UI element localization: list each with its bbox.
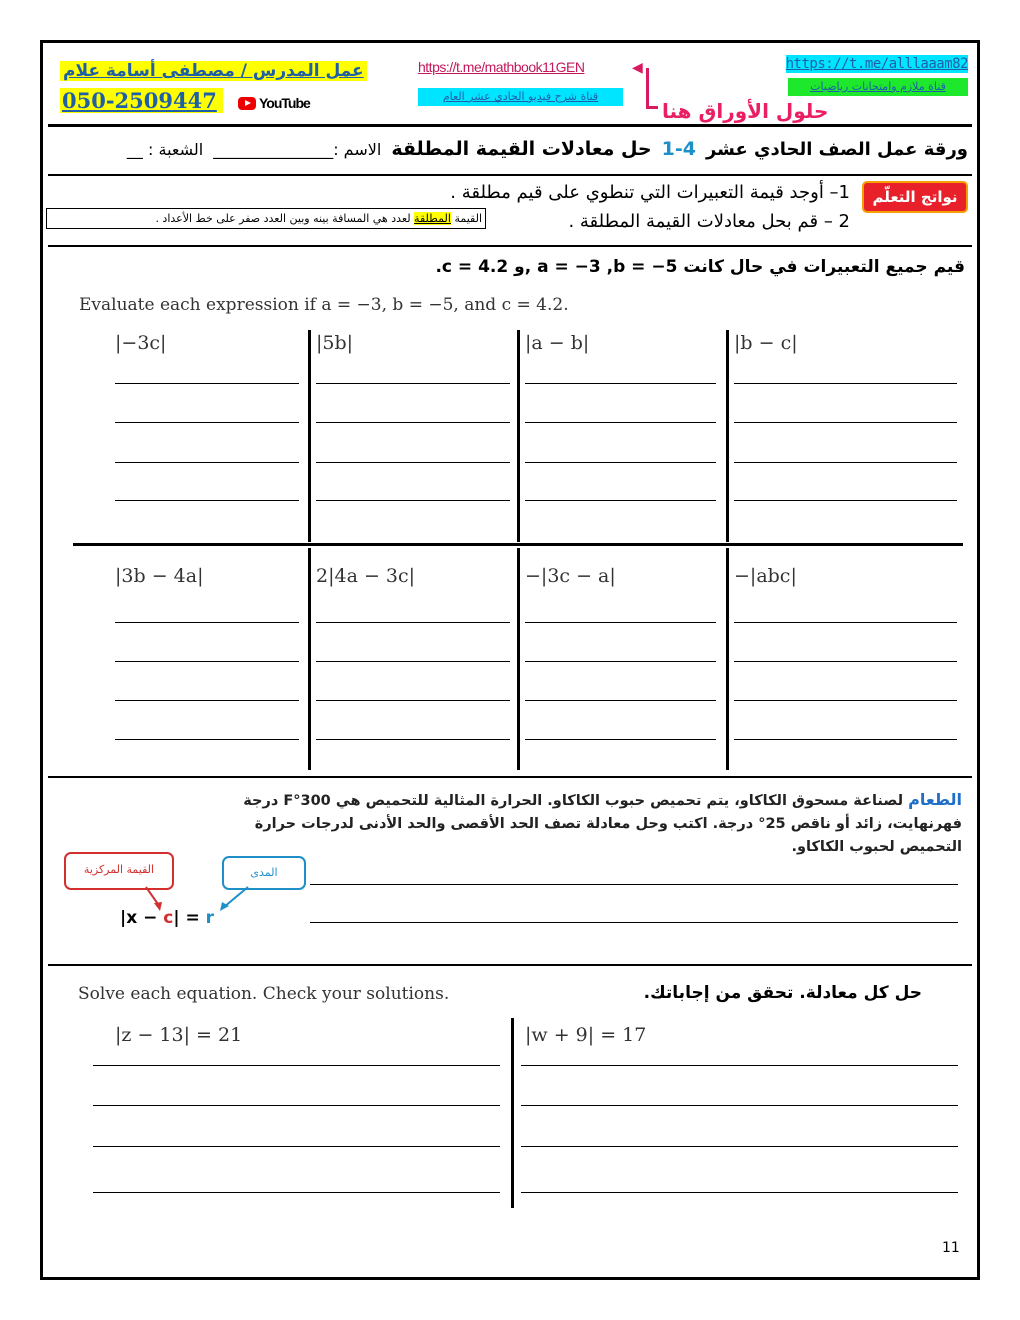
definition-highlight: المطلقة [414, 212, 451, 225]
answer-line[interactable] [115, 462, 299, 463]
answer-line[interactable] [316, 462, 510, 463]
answer-line[interactable] [316, 622, 510, 623]
page-number: 11 [942, 1240, 960, 1256]
lesson-number: 1-4 [661, 138, 696, 160]
answer-line[interactable] [310, 884, 958, 885]
center-value-callout: القيمة المركزية [64, 852, 174, 890]
answer-line[interactable] [525, 700, 716, 701]
answer-line[interactable] [115, 700, 299, 701]
answer-line[interactable] [316, 422, 510, 423]
answer-line[interactable] [316, 383, 510, 384]
expression-1: |−3c| [115, 332, 167, 354]
expression-8: −|abc| [734, 565, 797, 587]
answer-line[interactable] [734, 739, 957, 740]
answer-line[interactable] [734, 700, 957, 701]
youtube-logo[interactable] [238, 95, 310, 111]
problem-text: لصناعة مسحوق الكاكاو، يتم تحميص حبوب الكاكاو. الحرارة المثالية للتحميص هي 300°F درجة فهرنهايت، زائد أو ناقص 25° درجة. اكتب وحل معادلة تصف الحد الأقصى والحد الأدنى لدرجات حرارة التحميص لحبوب الكاكاو. [243, 793, 962, 855]
formula-part: | = [173, 908, 206, 928]
formula [120, 908, 214, 928]
answer-line[interactable] [115, 383, 299, 384]
word-problem [200, 788, 962, 859]
solutions-here-text: حلول الأوراق هنا [662, 99, 829, 123]
answer-line[interactable] [316, 661, 510, 662]
expression-4: |b − c| [734, 332, 798, 354]
expression-6: 2|4a − 3c| [316, 565, 416, 587]
definition-box [46, 208, 486, 229]
youtube-play-icon [238, 97, 256, 110]
answer-line[interactable] [115, 622, 299, 623]
answer-line[interactable] [115, 661, 299, 662]
answer-line[interactable] [734, 661, 957, 662]
answer-line[interactable] [525, 661, 716, 662]
expression-5: |3b − 4a| [115, 565, 204, 587]
answer-line[interactable] [525, 622, 716, 623]
expression-3: |a − b| [525, 332, 590, 354]
answer-line[interactable] [115, 500, 299, 501]
video-channel-link[interactable]: قناة شرح فيديو الحادي عشر العام [418, 88, 623, 106]
objective-1: 1– أوجد قيمة التعبيرات التي تنطوي على قيم مطلقة . [450, 182, 850, 203]
divider [48, 124, 972, 127]
answer-line[interactable] [316, 700, 510, 701]
objective-2: 2 – قم بحل معادلات القيمة المطلقة . [568, 211, 850, 232]
expression-7: −|3c − a| [525, 565, 616, 587]
answer-line[interactable] [734, 462, 957, 463]
worksheet-title: ورقة عمل الصف الحادي عشر [705, 139, 968, 160]
definition-text: لعدد هي المسافة بينه وبين العدد صفر على خط الأعداد . [155, 212, 415, 225]
equation-1: |z − 13| = 21 [115, 1024, 243, 1046]
answer-line[interactable] [525, 422, 716, 423]
answer-line[interactable] [734, 383, 957, 384]
formula-r: r [205, 908, 215, 928]
answer-line[interactable] [525, 383, 716, 384]
title-row [46, 138, 968, 160]
answer-line[interactable] [93, 1192, 500, 1193]
column-divider [308, 548, 311, 770]
phone-number: 050-2509447 [60, 88, 223, 113]
formula-part: |x − [120, 908, 164, 928]
lesson-title: حل معادلات القيمة المطلقة [391, 138, 652, 160]
expression-2: |5b| [316, 332, 354, 354]
learning-outcomes-badge: نواتج التعلّم [862, 181, 968, 213]
answer-line[interactable] [93, 1105, 500, 1106]
equation-2: |w + 9| = 17 [525, 1024, 647, 1046]
arrow-left-icon: ◀ [632, 60, 643, 76]
answer-line[interactable] [521, 1192, 958, 1193]
range-callout: المدى [222, 856, 306, 890]
math-channel-link[interactable]: قناة ملازم وامتحانات رياضيات [788, 78, 968, 96]
column-divider [308, 330, 311, 542]
column-divider [726, 330, 729, 542]
telegram-link-right[interactable]: https://t.me/alllaaam82 [785, 56, 968, 72]
answer-line[interactable] [316, 739, 510, 740]
divider [48, 174, 972, 176]
column-divider [726, 548, 729, 770]
column-divider [517, 548, 520, 770]
column-divider [511, 1018, 514, 1208]
column-divider [517, 330, 520, 542]
formula-c: c [163, 908, 174, 928]
problem-label: الطعام [908, 790, 962, 809]
answer-line[interactable] [525, 739, 716, 740]
divider [48, 245, 972, 247]
divider [48, 776, 972, 778]
teacher-name: عمل المدرس / مصطفى أسامة علام [60, 61, 367, 81]
answer-line[interactable] [521, 1105, 958, 1106]
answer-line[interactable] [115, 739, 299, 740]
answer-line[interactable] [93, 1146, 500, 1147]
name-field[interactable]: الاسم :_______________ [213, 140, 382, 159]
youtube-label: YouTube [259, 95, 310, 111]
answer-line[interactable] [521, 1065, 958, 1066]
solve-instruction-en: Solve each equation. Check your solutions. [78, 984, 450, 1004]
solve-instruction-ar: حل كل معادلة. تحقق من إجاباتك. [643, 983, 922, 1003]
answer-line[interactable] [525, 462, 716, 463]
answer-line[interactable] [734, 622, 957, 623]
answer-line[interactable] [115, 422, 299, 423]
answer-line[interactable] [734, 500, 957, 501]
answer-line[interactable] [316, 500, 510, 501]
evaluate-instruction-en: Evaluate each expression if a = −3, b = −5, and c = 4.2. [79, 295, 569, 315]
answer-line[interactable] [525, 500, 716, 501]
row-divider [73, 543, 963, 546]
section-field[interactable]: الشعبة : __ [126, 140, 204, 159]
answer-line[interactable] [93, 1065, 500, 1066]
answer-line[interactable] [310, 922, 958, 923]
telegram-link-center[interactable]: https://t.me/mathbook11GEN [418, 59, 585, 75]
answer-line[interactable] [734, 422, 957, 423]
answer-line[interactable] [521, 1146, 958, 1147]
evaluate-instruction-ar: قيم جميع التعبيرات في حال كانت a = −3 ,b = −5 ,و c = 4.2. [435, 257, 965, 277]
definition-text: القيمة [450, 212, 482, 225]
divider [48, 964, 972, 966]
